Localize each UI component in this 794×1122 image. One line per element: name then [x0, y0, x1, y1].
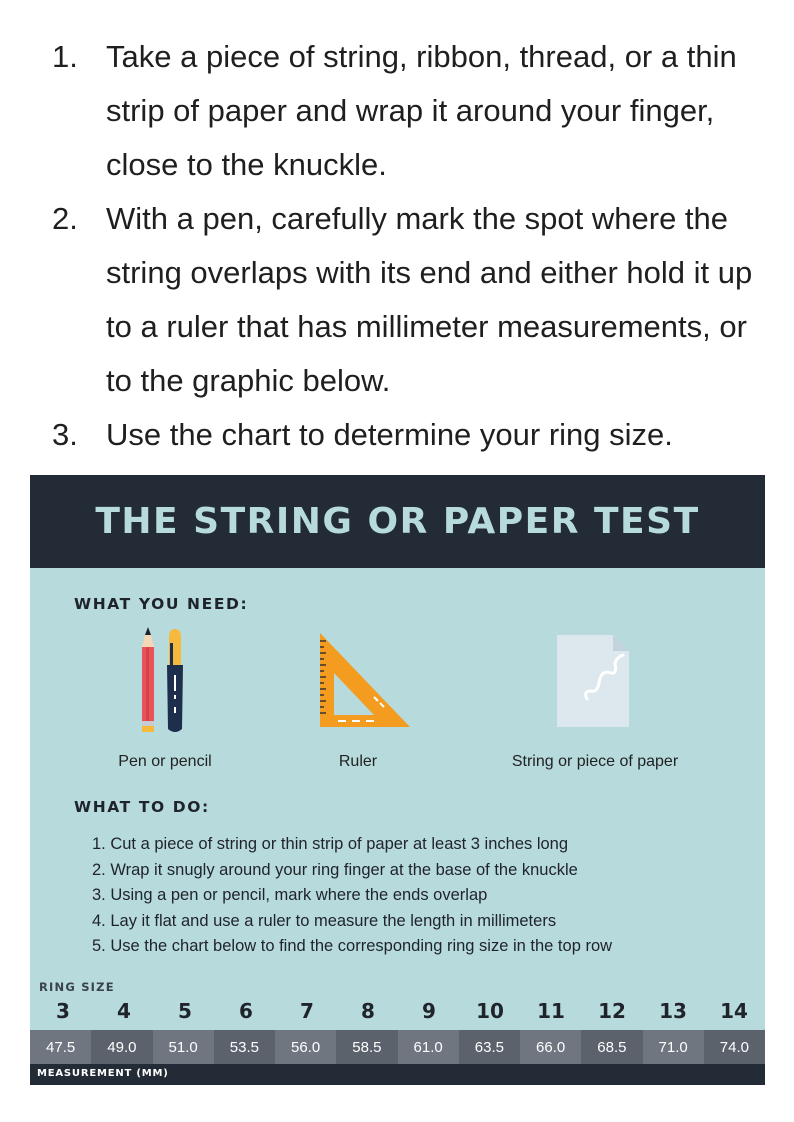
- ring-size-cell: 14: [720, 999, 748, 1023]
- measurement-label: MEASUREMENT (MM): [37, 1068, 169, 1079]
- measurement-cell: 68.5: [581, 1030, 642, 1064]
- ring-size-cell: 3: [56, 999, 70, 1023]
- intro-step: [52, 192, 772, 408]
- what-you-need-heading: WHAT YOU NEED:: [74, 595, 249, 613]
- ring-size-label: RING SIZE: [39, 980, 115, 994]
- ring-size-cell: 4: [117, 999, 131, 1023]
- ring-size-cell: 12: [598, 999, 626, 1023]
- intro-step-text: With a pen, carefully mark the spot where the string overlaps with its end and either hold it up to a ruler that has millimeter measurements, or to the graphic below.: [106, 201, 753, 398]
- measurement-cell: 66.0: [520, 1030, 581, 1064]
- measurement-cell: 58.5: [336, 1030, 397, 1064]
- ring-size-cell: 11: [537, 999, 565, 1023]
- card-title: THE STRING OR PAPER TEST: [95, 501, 700, 542]
- intro-step: [52, 30, 772, 192]
- tool-label-paper-string: String or piece of paper: [511, 753, 679, 770]
- measurement-cell: 71.0: [643, 1030, 704, 1064]
- pen-pencil-icon: [132, 627, 202, 737]
- todo-step: 5. Use the chart below to find the corresponding ring size in the top row: [92, 937, 613, 955]
- intro-step-text: Use the chart to determine your ring size.: [106, 417, 673, 452]
- intro-step: [52, 408, 772, 462]
- ruler-icon: [316, 631, 416, 731]
- what-to-do-steps: [92, 832, 752, 960]
- todo-step: 1. Cut a piece of string or thin strip of paper at least 3 inches long: [92, 835, 569, 853]
- tool-paper-string: [485, 625, 705, 775]
- paper-string-icon: [553, 635, 633, 735]
- tool-label-ruler: Ruler: [338, 753, 378, 770]
- tool-label-pen-pencil: Pen or pencil: [118, 753, 212, 770]
- todo-step: 4. Lay it flat and use a ruler to measure the length in millimeters: [92, 911, 557, 930]
- intro-step-number: 1.: [52, 39, 78, 74]
- ring-size-cell: 5: [178, 999, 192, 1023]
- intro-instructions: [52, 30, 772, 462]
- what-to-do-heading: WHAT TO DO:: [74, 798, 210, 816]
- ring-size-cell: 10: [476, 999, 504, 1023]
- ring-size-cell: 7: [300, 999, 314, 1023]
- ring-size-row: [30, 999, 765, 1029]
- measurement-cell: 74.0: [704, 1030, 765, 1064]
- intro-step-number: 3.: [52, 417, 78, 452]
- measurement-label-bar: [30, 1064, 765, 1085]
- todo-step: 3. Using a pen or pencil, mark where the ends overlap: [92, 886, 488, 904]
- tool-ruler: [278, 625, 438, 775]
- string-paper-test-card: [30, 475, 765, 1085]
- measurement-cell: 51.0: [153, 1030, 214, 1064]
- todo-step: 2. Wrap it snugly around your ring finger at the base of the knuckle: [92, 860, 578, 879]
- intro-step-number: 2.: [52, 201, 78, 236]
- ring-size-cell: 8: [361, 999, 375, 1023]
- measurement-cell: 61.0: [398, 1030, 459, 1064]
- ring-size-cell: 9: [422, 999, 436, 1023]
- measurement-cell: 47.5: [30, 1030, 91, 1064]
- card-banner: [30, 475, 765, 568]
- tool-pen-pencil: [70, 625, 260, 775]
- ring-size-cell: 13: [659, 999, 687, 1023]
- measurement-cell: 56.0: [275, 1030, 336, 1064]
- ring-size-cell: 6: [239, 999, 253, 1023]
- measurement-cell: 49.0: [91, 1030, 152, 1064]
- measurement-cell: 63.5: [459, 1030, 520, 1064]
- intro-step-text: Take a piece of string, ribbon, thread, or a thin strip of paper and wrap it around your finger, close to the knuckle.: [106, 39, 737, 182]
- measurement-row: [30, 1030, 765, 1064]
- measurement-cell: 53.5: [214, 1030, 275, 1064]
